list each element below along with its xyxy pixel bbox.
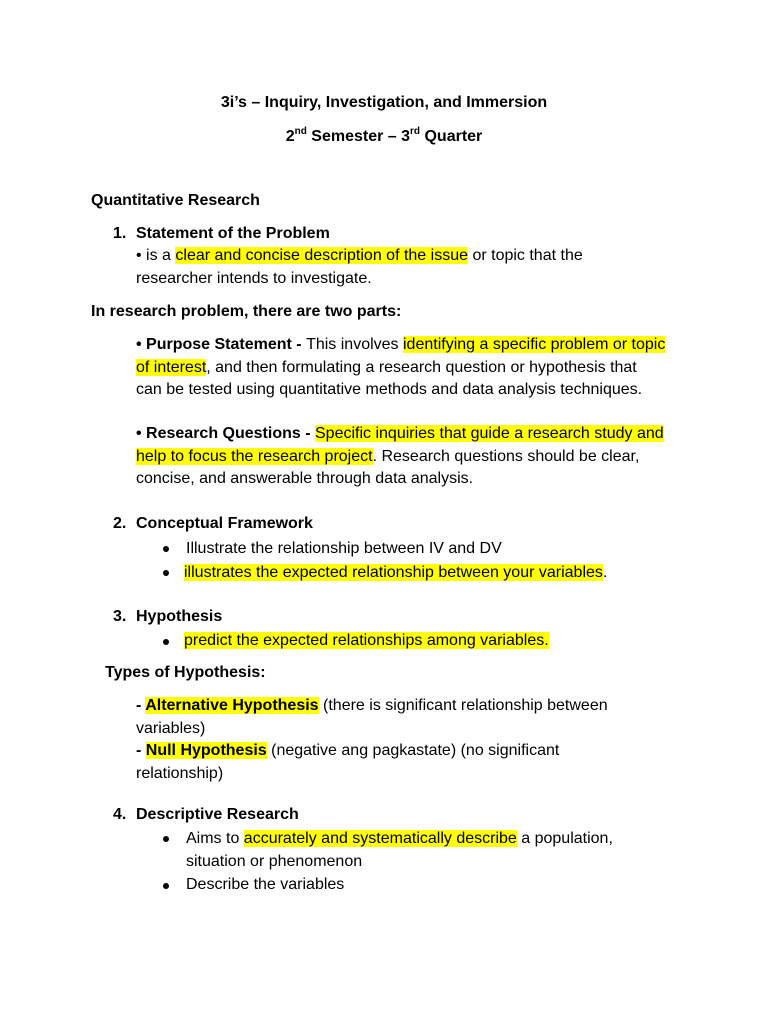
quarter-superscript: rd — [410, 125, 421, 137]
alt-post: (there is significant relationship between variables) — [136, 697, 608, 737]
bullet-dot — [163, 836, 169, 842]
purpose-post: , and then formulating a research question or hypothesis that can be tested using quantitative methods and data analysis techniques. — [136, 358, 643, 398]
purpose-highlight: identifying a specific problem or topic of interest — [136, 336, 666, 376]
purpose-statement — [136, 334, 666, 402]
types-heading: Types of Hypothesis: — [105, 664, 266, 681]
item1-highlight: clear and concise description of the issue — [175, 247, 468, 264]
item1-title: Statement of the Problem — [136, 225, 330, 242]
bullet-dot — [163, 546, 169, 552]
item4-bullet1-highlight: accurately and systematically describe — [243, 830, 517, 847]
item4-bullet1-pre: Aims to — [186, 830, 244, 847]
item2-bullet2 — [184, 562, 607, 584]
item4-title: Descriptive Research — [136, 806, 299, 823]
item2-bullet2-highlight: illustrates the expected relationship between your variables — [184, 564, 603, 581]
purpose-pre: This involves — [306, 336, 403, 353]
item4-bullet1 — [186, 827, 666, 873]
questions-highlight-1: Specific inquiries that guide a research study and — [315, 425, 664, 442]
item1-description — [136, 245, 636, 290]
item1-number: 1. — [113, 225, 127, 242]
semester-superscript: nd — [294, 125, 307, 137]
item1-pre: • is a — [136, 247, 176, 264]
semester-number: 2 — [285, 128, 295, 145]
null-dash: - — [136, 742, 146, 759]
bullet-dot — [163, 883, 169, 889]
alternative-hypothesis — [136, 695, 666, 740]
research-questions — [136, 423, 666, 491]
bullet-dot — [163, 639, 169, 645]
item1-post: or topic that the researcher intends to investigate. — [136, 247, 583, 287]
item2-bullet2-post: . — [602, 564, 608, 581]
questions-highlight-2: help to focus the research project — [136, 447, 373, 465]
item3-bullet1-highlight: predict the expected relationships among variables. — [184, 632, 549, 649]
parts-heading: In research problem, there are two parts: — [91, 303, 402, 320]
item2-bullet1: Illustrate the relationship between IV and DV — [186, 540, 502, 557]
item4-bullet1-post: a population, situation or phenomenon — [186, 830, 613, 870]
alt-dash: - — [136, 697, 146, 714]
null-post: (negative ang pagkastate) (no significant relationship) — [136, 742, 560, 782]
bullet-dot — [163, 570, 169, 576]
document-title: 3i’s – Inquiry, Investigation, and Immersion — [220, 94, 548, 111]
null-hypothesis — [136, 740, 606, 785]
item3-bullet1 — [184, 630, 549, 652]
item4-number: 4. — [113, 806, 127, 823]
questions-post: . Research questions should be clear, concise, and answerable through data analysis. — [136, 447, 640, 487]
item3-number: 3. — [113, 608, 127, 625]
purpose-label: • Purpose Statement - — [136, 336, 307, 353]
item4-bullet2: Describe the variables — [186, 876, 345, 893]
semester-line — [0, 126, 768, 148]
alt-highlight: Alternative Hypothesis — [145, 697, 319, 714]
semester-text: Semester – 3 — [306, 128, 411, 145]
questions-label: • Research Questions - — [136, 425, 315, 442]
item3-title: Hypothesis — [136, 608, 223, 625]
item2-number: 2. — [113, 515, 127, 532]
null-highlight: Null Hypothesis — [145, 742, 267, 759]
item2-title: Conceptual Framework — [136, 515, 313, 532]
section-title: Quantitative Research — [91, 192, 260, 209]
quarter-text: Quarter — [420, 128, 483, 145]
